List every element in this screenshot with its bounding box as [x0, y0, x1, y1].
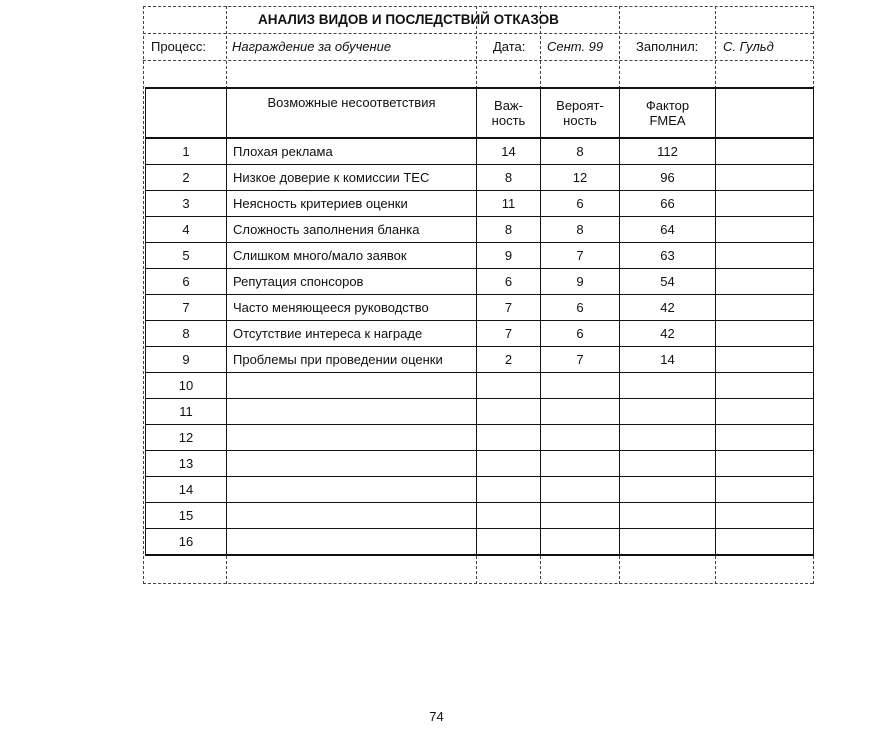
row-severity-cell: 8: [477, 217, 541, 243]
row-fmea-cell: 54: [620, 269, 716, 295]
fmea-table: [145, 87, 814, 556]
row-description-cell: [227, 451, 477, 477]
row-extra-cell: [716, 529, 814, 556]
row-number-cell: 9: [146, 347, 227, 373]
row-description-cell: Низкое доверие к комиссии TEC: [227, 165, 477, 191]
row-description-cell: Слишком много/мало заявок: [227, 243, 477, 269]
row-severity-cell: 7: [477, 295, 541, 321]
table-header-row: [146, 88, 814, 138]
table-row: [146, 347, 814, 373]
row-extra-cell: [716, 243, 814, 269]
date-value: Сент. 99: [547, 39, 604, 54]
row-extra-cell: [716, 425, 814, 451]
row-probability-cell: [541, 503, 620, 529]
row-fmea-cell: 66: [620, 191, 716, 217]
date-label: Дата:: [493, 39, 526, 54]
row-severity-cell: [477, 373, 541, 399]
row-number-cell: 10: [146, 373, 227, 399]
row-extra-cell: [716, 138, 814, 165]
row-probability-cell: [541, 477, 620, 503]
row-description-cell: Репутация спонсоров: [227, 269, 477, 295]
header-probability-line1: Вероят-: [556, 98, 604, 113]
row-severity-cell: 8: [477, 165, 541, 191]
row-extra-cell: [716, 321, 814, 347]
row-severity-cell: [477, 425, 541, 451]
table-row: [146, 477, 814, 503]
row-severity-cell: [477, 451, 541, 477]
row-severity-cell: 11: [477, 191, 541, 217]
header-severity-line1: Важ-: [494, 98, 523, 113]
form-title: АНАЛИЗ ВИДОВ И ПОСЛЕДСТВИЙ ОТКАЗОВ: [258, 12, 559, 27]
header-fmea: [620, 88, 716, 138]
row-number-cell: 4: [146, 217, 227, 243]
row-extra-cell: [716, 269, 814, 295]
row-extra-cell: [716, 503, 814, 529]
row-severity-cell: [477, 399, 541, 425]
table-row: [146, 165, 814, 191]
row-number-cell: 14: [146, 477, 227, 503]
row-number-cell: 15: [146, 503, 227, 529]
row-number-cell: 8: [146, 321, 227, 347]
row-fmea-cell: [620, 425, 716, 451]
row-probability-cell: 7: [541, 347, 620, 373]
row-description-cell: [227, 425, 477, 451]
row-fmea-cell: [620, 503, 716, 529]
row-probability-cell: 7: [541, 243, 620, 269]
row-fmea-cell: 42: [620, 295, 716, 321]
row-extra-cell: [716, 477, 814, 503]
table-row: [146, 425, 814, 451]
row-severity-cell: 2: [477, 347, 541, 373]
row-fmea-cell: [620, 399, 716, 425]
row-fmea-cell: 64: [620, 217, 716, 243]
table-row: [146, 217, 814, 243]
header-fmea-line1: Фактор: [645, 98, 690, 113]
row-number-cell: 13: [146, 451, 227, 477]
row-description-cell: Сложность заполнения бланка: [227, 217, 477, 243]
row-description-cell: Неясность критериев оценки: [227, 191, 477, 217]
row-number-cell: 11: [146, 399, 227, 425]
table-row: [146, 503, 814, 529]
frame-line: [143, 60, 813, 61]
row-number-cell: 6: [146, 269, 227, 295]
table-row: [146, 269, 814, 295]
table-row: [146, 243, 814, 269]
row-fmea-cell: 42: [620, 321, 716, 347]
row-number-cell: 5: [146, 243, 227, 269]
header-probability-line2: ность: [563, 113, 597, 128]
row-extra-cell: [716, 399, 814, 425]
row-extra-cell: [716, 451, 814, 477]
table-row: [146, 399, 814, 425]
row-fmea-cell: [620, 529, 716, 556]
frame-line: [143, 6, 144, 584]
row-description-cell: [227, 399, 477, 425]
row-extra-cell: [716, 347, 814, 373]
row-fmea-cell: [620, 373, 716, 399]
row-number-cell: 1: [146, 138, 227, 165]
frame-line: [143, 6, 813, 7]
row-fmea-cell: 112: [620, 138, 716, 165]
fmea-form: [143, 6, 814, 584]
row-severity-cell: 14: [477, 138, 541, 165]
row-description-cell: Плохая реклама: [227, 138, 477, 165]
frame-line: [143, 33, 813, 34]
row-extra-cell: [716, 295, 814, 321]
row-description-cell: Часто меняющееся руководство: [227, 295, 477, 321]
filled-by-value: С. Гульд: [723, 39, 774, 54]
table-row: [146, 295, 814, 321]
row-probability-cell: 6: [541, 191, 620, 217]
table-row: [146, 138, 814, 165]
row-number-cell: 3: [146, 191, 227, 217]
row-extra-cell: [716, 217, 814, 243]
row-severity-cell: 7: [477, 321, 541, 347]
row-probability-cell: 12: [541, 165, 620, 191]
row-probability-cell: [541, 373, 620, 399]
row-description-cell: [227, 503, 477, 529]
header-probability: [541, 88, 620, 138]
row-severity-cell: 9: [477, 243, 541, 269]
filled-by-label: Заполнил:: [636, 39, 699, 54]
row-probability-cell: [541, 529, 620, 556]
row-number-cell: 16: [146, 529, 227, 556]
row-fmea-cell: [620, 451, 716, 477]
row-fmea-cell: 14: [620, 347, 716, 373]
row-extra-cell: [716, 191, 814, 217]
table-row: [146, 321, 814, 347]
row-number-cell: 12: [146, 425, 227, 451]
row-description-cell: Проблемы при проведении оценки: [227, 347, 477, 373]
process-label: Процесс:: [151, 39, 206, 54]
row-severity-cell: [477, 529, 541, 556]
table-row: [146, 451, 814, 477]
row-severity-cell: [477, 503, 541, 529]
table-row: [146, 191, 814, 217]
row-description-cell: [227, 529, 477, 556]
process-value: Награждение за обучение: [232, 39, 392, 54]
row-probability-cell: 8: [541, 217, 620, 243]
row-fmea-cell: 96: [620, 165, 716, 191]
header-severity: [477, 88, 541, 138]
header-number: [146, 88, 227, 138]
header-fmea-line2: FMEA: [649, 113, 686, 128]
row-probability-cell: 6: [541, 321, 620, 347]
page-number: 74: [429, 709, 444, 724]
row-probability-cell: [541, 425, 620, 451]
header-description: Возможные несоответствия: [227, 88, 477, 138]
row-probability-cell: 8: [541, 138, 620, 165]
row-severity-cell: 6: [477, 269, 541, 295]
row-description-cell: Отсутствие интереса к награде: [227, 321, 477, 347]
row-severity-cell: [477, 477, 541, 503]
frame-line: [143, 583, 813, 584]
row-fmea-cell: [620, 477, 716, 503]
table-row: [146, 529, 814, 556]
row-probability-cell: 6: [541, 295, 620, 321]
row-extra-cell: [716, 373, 814, 399]
row-extra-cell: [716, 165, 814, 191]
row-probability-cell: [541, 399, 620, 425]
row-fmea-cell: 63: [620, 243, 716, 269]
row-description-cell: [227, 477, 477, 503]
row-number-cell: 2: [146, 165, 227, 191]
header-extra: [716, 88, 814, 138]
row-description-cell: [227, 373, 477, 399]
table-row: [146, 373, 814, 399]
row-probability-cell: [541, 451, 620, 477]
row-number-cell: 7: [146, 295, 227, 321]
header-severity-line2: ность: [491, 113, 526, 128]
row-probability-cell: 9: [541, 269, 620, 295]
